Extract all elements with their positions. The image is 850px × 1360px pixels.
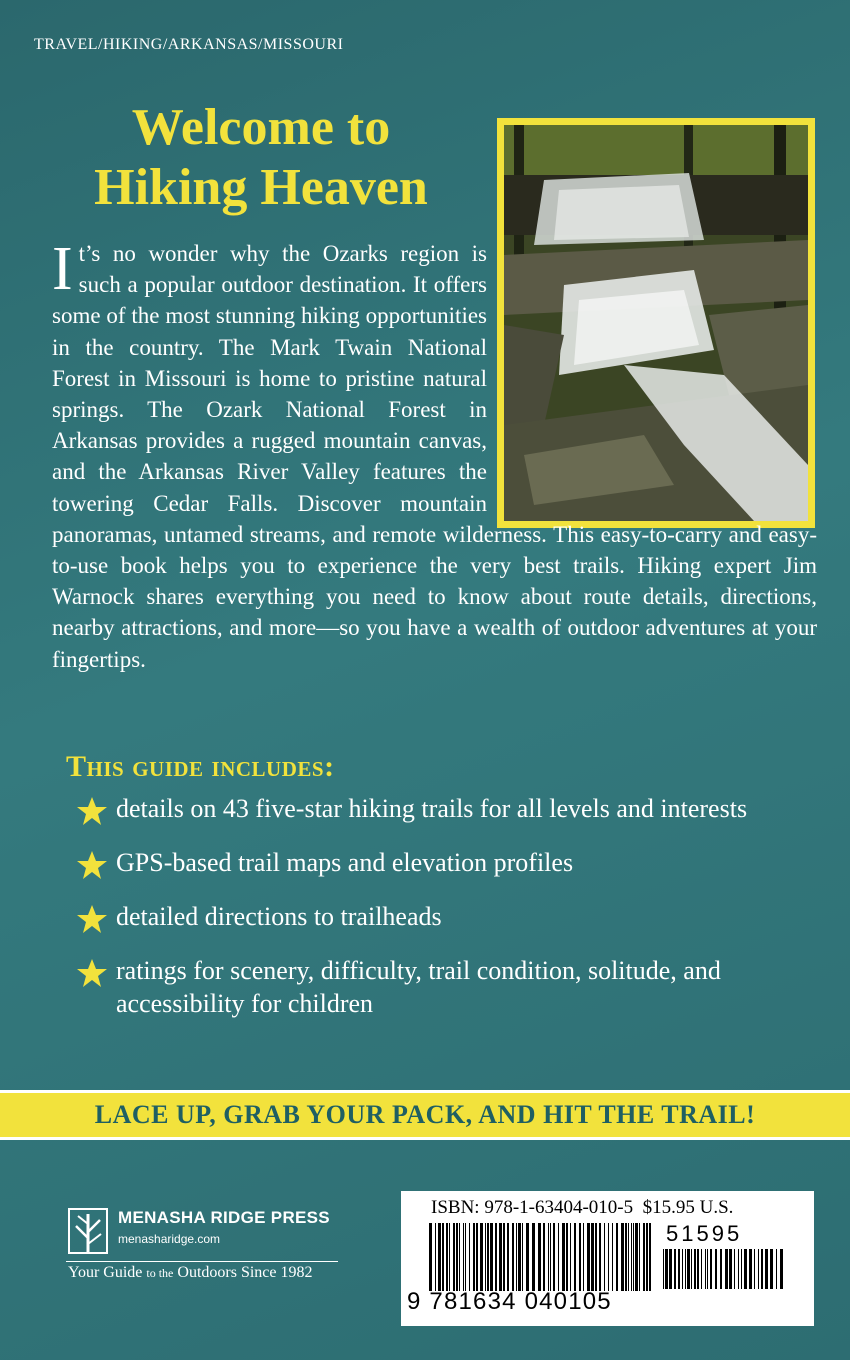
- list-item: [76, 954, 796, 1020]
- list-item-text: ratings for scenery, difficulty, trail condition, solitude, and accessibility for children: [116, 956, 721, 1018]
- barcode-bar: [749, 1249, 752, 1289]
- barcode-bar: [435, 1223, 436, 1291]
- list-item-text: detailed directions to trailheads: [116, 902, 442, 931]
- barcode-bar: [710, 1249, 712, 1289]
- isbn-line: [431, 1197, 733, 1219]
- barcode-bar: [765, 1249, 768, 1289]
- list-item-text: details on 43 five-star hiking trails for all levels and interests: [116, 794, 748, 823]
- barcode-bar: [663, 1249, 664, 1289]
- barcode-bar: [669, 1249, 672, 1289]
- barcode-bar: [691, 1249, 692, 1289]
- barcode-bar: [507, 1223, 509, 1291]
- barcode-bar: [487, 1223, 489, 1291]
- barcode-bar: [741, 1249, 742, 1289]
- guide-includes-list: [76, 792, 796, 1041]
- barcode-bar: [526, 1223, 529, 1291]
- barcode-bar: [685, 1249, 686, 1289]
- barcode-bar: [687, 1249, 690, 1289]
- barcode-bar: [694, 1249, 696, 1289]
- barcode-bar: [738, 1249, 739, 1289]
- barcode-bar: [550, 1223, 551, 1291]
- barcode-bar: [516, 1223, 517, 1291]
- barcode-bar: [587, 1223, 590, 1291]
- publisher-website: menasharidge.com: [118, 1232, 221, 1246]
- ean-digits: 9 781634 040105: [407, 1288, 612, 1315]
- barcode-bar: [604, 1223, 605, 1291]
- barcode-bar: [538, 1223, 541, 1291]
- headline-line-2: Hiking Heaven: [94, 159, 428, 216]
- tagline-part-c: Outdoors Since 1982: [173, 1264, 313, 1281]
- barcode-bar: [595, 1223, 597, 1291]
- barcode-bar: [697, 1249, 699, 1289]
- headline-line-1: Welcome to: [131, 99, 391, 156]
- barcode-bar: [646, 1223, 648, 1291]
- intro-text: t’s no wonder why the Ozarks region is such a popular outdoor destination. It offers some of the most stunning hiking opportunities in the country. The Mark Twain National Forest in Missouri is home to pristine natural springs. The Ozark National Forest in Arkansas provides a rugged mountain canvas, and the Arkansas River Valley features the towering Cedar Falls. Discover mountain panoramas, untamed streams, and remote wilderness. This easy-to-carry and easy-to-use book helps you to experience the very best trails. Hiking expert Jim Warnock shares everything you need to know about route details, directions, nearby attractions, and more—so you have a wealth of outdoor adventures at your fingertips.: [52, 241, 817, 672]
- barcode-bar: [456, 1223, 458, 1291]
- publisher-tagline: [68, 1264, 313, 1282]
- barcode-bar: [495, 1223, 497, 1291]
- barcode-bar: [518, 1223, 521, 1291]
- barcode-bar: [616, 1223, 618, 1291]
- photo-wrap-spacer: [487, 238, 817, 516]
- barcode-bar: [628, 1223, 629, 1291]
- barcode-bar: [438, 1223, 441, 1291]
- list-item: [76, 792, 796, 825]
- barcode-bar: [512, 1223, 514, 1291]
- barcode-bar: [643, 1223, 645, 1291]
- barcode-bar: [621, 1223, 624, 1291]
- price: $15.95 U.S.: [642, 1197, 734, 1218]
- barcode-bar: [705, 1249, 706, 1289]
- barcode-bar: [553, 1223, 555, 1291]
- barcode-bar: [707, 1249, 708, 1289]
- barcode-bar: [463, 1223, 464, 1291]
- barcode-bar: [543, 1223, 545, 1291]
- barcode-bar: [608, 1223, 609, 1291]
- barcode-bar: [754, 1249, 755, 1289]
- barcode-bar: [499, 1223, 502, 1291]
- barcode-bar: [744, 1249, 747, 1289]
- barcode-bar: [665, 1249, 668, 1289]
- barcode-bar: [574, 1223, 576, 1291]
- guide-includes-heading: This guide includes:: [66, 750, 335, 783]
- barcode-bar: [442, 1223, 444, 1291]
- barcode-bar: [674, 1249, 676, 1289]
- barcode-bar: [758, 1249, 759, 1289]
- barcode-bar: [485, 1223, 486, 1291]
- tagline-part-a: Your Guide: [68, 1264, 147, 1281]
- star-icon: [76, 904, 108, 934]
- star-icon: [76, 958, 108, 988]
- barcode-bar: [649, 1223, 651, 1291]
- category-label: TRAVEL/HIKING/ARKANSAS/MISSOURI: [34, 36, 344, 53]
- barcode-bar: [701, 1249, 702, 1289]
- barcode-bar: [720, 1249, 722, 1289]
- barcode-bar: [446, 1223, 448, 1291]
- barcode-bar: [591, 1223, 594, 1291]
- barcode-bar: [625, 1223, 627, 1291]
- barcode-bar: [631, 1223, 632, 1291]
- barcode-bar: [635, 1223, 638, 1291]
- star-icon: [76, 850, 108, 880]
- barcode-bar: [522, 1223, 523, 1291]
- barcode-bar: [579, 1223, 581, 1291]
- barcode-bar: [633, 1223, 634, 1291]
- intro-dropcap: I: [52, 235, 73, 303]
- barcode-bar: [715, 1249, 717, 1289]
- tagline-banner: LACE UP, GRAB YOUR PACK, AND HIT THE TRAIL!: [0, 1090, 850, 1140]
- headline: [36, 98, 486, 218]
- barcode-bar: [469, 1223, 470, 1291]
- price-code: 51595: [666, 1221, 743, 1246]
- barcode-bar: [776, 1249, 777, 1289]
- barcode-bar: [476, 1223, 478, 1291]
- barcode-bar: [558, 1223, 559, 1291]
- barcode-bar: [453, 1223, 455, 1291]
- barcode-bar: [761, 1249, 763, 1289]
- barcode-bar: [729, 1249, 732, 1289]
- barcode-bar: [429, 1223, 432, 1291]
- barcode-bar: [490, 1223, 493, 1291]
- barcode-bar: [548, 1223, 549, 1291]
- star-icon: [76, 796, 108, 826]
- barcode-bar: [725, 1249, 728, 1289]
- list-item: [76, 846, 796, 879]
- barcode-bar: [473, 1223, 475, 1291]
- barcode-bar: [612, 1223, 613, 1291]
- barcode-bar: [678, 1249, 680, 1289]
- barcode-bar: [465, 1223, 466, 1291]
- barcode-bar: [503, 1223, 505, 1291]
- tree-icon: [68, 1208, 108, 1264]
- barcode-bar: [566, 1223, 568, 1291]
- price-addon-barcode: [663, 1249, 787, 1289]
- barcode-bar: [780, 1249, 783, 1289]
- barcode-bar: [480, 1223, 483, 1291]
- tagline-part-b: to the: [146, 1266, 174, 1280]
- barcode-bar: [682, 1249, 683, 1289]
- ean-barcode: [429, 1223, 655, 1291]
- isbn-number: ISBN: 978-1-63404-010-5: [431, 1197, 634, 1218]
- publisher-name: MENASHA RIDGE PRESS: [118, 1208, 330, 1227]
- intro-paragraph: [52, 235, 817, 675]
- barcode-bar: [459, 1223, 460, 1291]
- barcode-bar: [583, 1223, 584, 1291]
- barcode-bar: [570, 1223, 571, 1291]
- barcode-bar: [639, 1223, 640, 1291]
- barcode-bar: [449, 1223, 450, 1291]
- barcode-box: [401, 1191, 814, 1326]
- publisher-divider: [66, 1261, 338, 1262]
- barcode-bar: [562, 1223, 565, 1291]
- barcode-bar: [734, 1249, 735, 1289]
- barcode-bar: [770, 1249, 773, 1289]
- list-item-text: GPS-based trail maps and elevation profiles: [116, 848, 574, 877]
- list-item: [76, 900, 796, 933]
- barcode-bar: [532, 1223, 535, 1291]
- barcode-bar: [599, 1223, 601, 1291]
